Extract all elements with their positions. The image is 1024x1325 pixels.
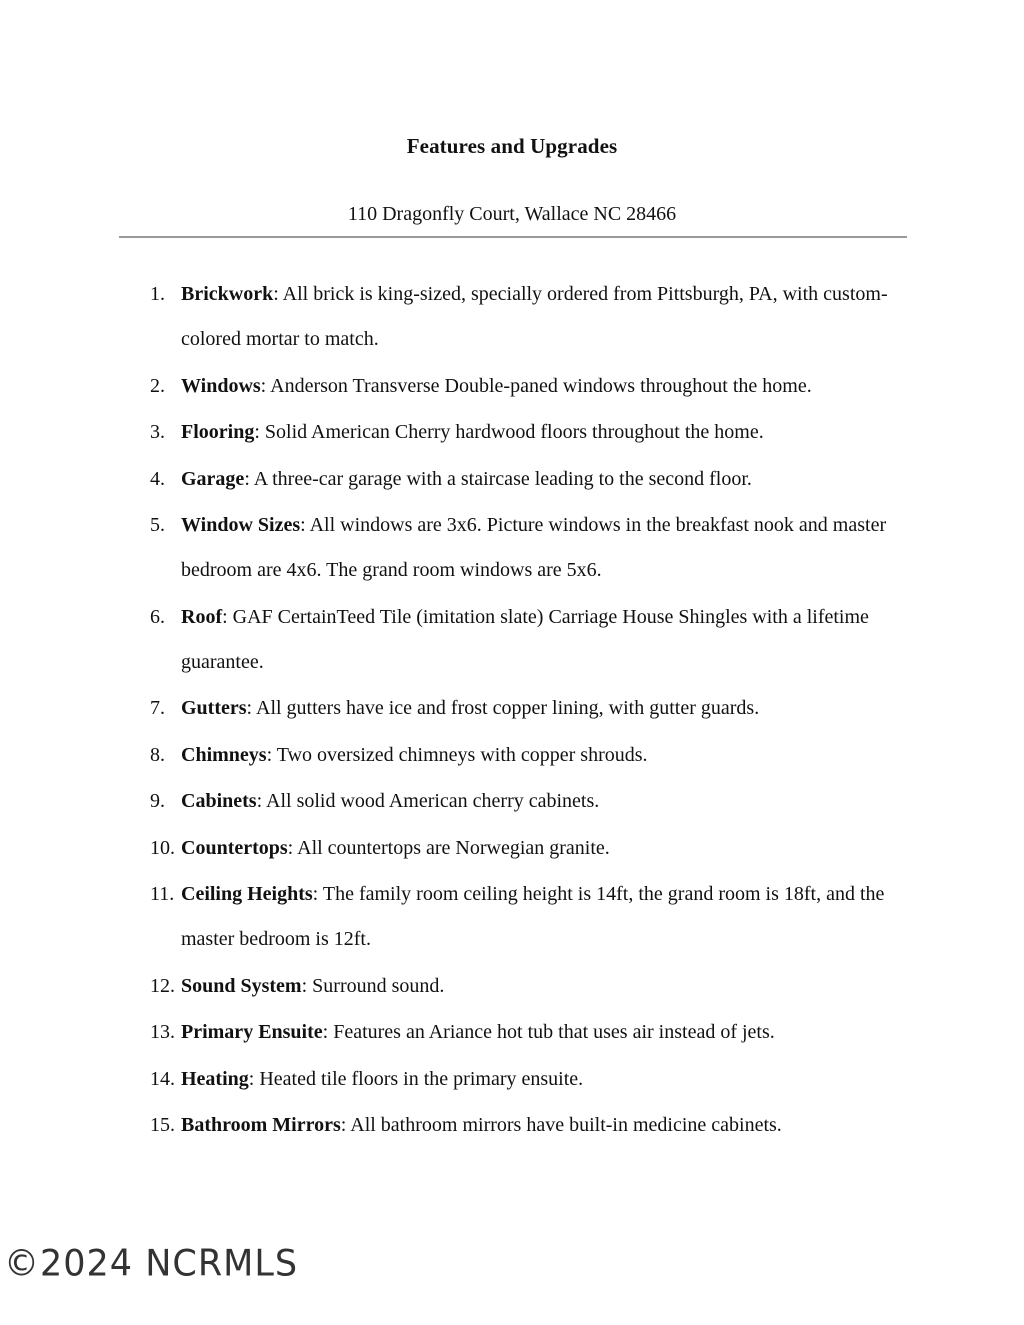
feature-text: : All solid wood American cherry cabinets. <box>256 790 600 812</box>
feature-item <box>150 826 910 871</box>
feature-label: Primary Ensuite <box>181 1021 323 1043</box>
feature-text: : A three-car garage with a staircase leading to the second floor. <box>244 467 752 490</box>
feature-label: Chimneys <box>181 743 267 766</box>
title-divider <box>119 236 907 238</box>
feature-number: 9. <box>150 790 165 812</box>
feature-label: Sound System <box>181 974 302 997</box>
feature-item <box>150 457 910 502</box>
feature-item <box>150 595 910 685</box>
feature-text: : All windows are 3x6. Picture windows in the breakfast nook and master bedroom are 4x6. The grand room windows are 5x6. <box>181 514 887 581</box>
feature-number: 3. <box>150 421 165 443</box>
feature-text: : All bathroom mirrors have built-in medicine cabinets. <box>340 1114 782 1136</box>
feature-body <box>181 503 910 593</box>
feature-body <box>181 826 910 871</box>
feature-number: 13. <box>150 1021 175 1043</box>
feature-body <box>181 733 910 778</box>
feature-text: : Features an Ariance hot tub that uses air instead of jets. <box>322 1021 775 1043</box>
feature-label: Cabinets <box>181 790 257 812</box>
feature-number: 6. <box>150 605 165 628</box>
feature-item <box>150 364 910 409</box>
feature-item <box>150 503 910 593</box>
features-list <box>150 272 910 1150</box>
feature-label: Roof <box>181 605 223 628</box>
feature-item <box>150 779 910 824</box>
feature-body <box>181 964 910 1009</box>
feature-body <box>181 457 910 502</box>
feature-number: 11. <box>150 883 175 905</box>
feature-item <box>150 410 910 455</box>
feature-text: : All countertops are Norwegian granite. <box>287 836 610 859</box>
feature-text: : Solid American Cherry hardwood floors throughout the home. <box>254 421 764 443</box>
feature-text: : All gutters have ice and frost copper lining, with gutter guards. <box>246 697 760 719</box>
feature-body <box>181 686 910 731</box>
feature-label: Countertops <box>181 836 288 859</box>
feature-body <box>181 410 910 455</box>
feature-item <box>150 872 910 962</box>
feature-number: 2. <box>150 374 165 397</box>
feature-label: Window Sizes <box>181 514 301 536</box>
feature-label: Bathroom Mirrors <box>181 1114 341 1136</box>
feature-body <box>181 272 910 362</box>
feature-body <box>181 779 910 824</box>
feature-number: 4. <box>150 467 165 490</box>
feature-number: 1. <box>150 283 165 305</box>
feature-number: 7. <box>150 697 165 719</box>
feature-item <box>150 733 910 778</box>
feature-text: : GAF CertainTeed Tile (imitation slate) Carriage House Shingles with a lifetime guarantee. <box>181 605 869 673</box>
copyright-watermark: ©2024 NCRMLS <box>4 1243 299 1285</box>
feature-number: 8. <box>150 743 165 766</box>
feature-label: Brickwork <box>181 283 274 305</box>
feature-body <box>181 595 910 685</box>
feature-item <box>150 964 910 1009</box>
feature-label: Garage <box>181 467 245 490</box>
feature-text: : All brick is king-sized, specially ordered from Pittsburgh, PA, with custom-colored mortar to match. <box>181 283 888 350</box>
feature-text: : Two oversized chimneys with copper shrouds. <box>266 743 648 766</box>
feature-item <box>150 686 910 731</box>
feature-text: : Anderson Transverse Double-paned windows throughout the home. <box>260 374 812 397</box>
feature-body <box>181 1057 910 1102</box>
feature-text: : The family room ceiling height is 14ft, the grand room is 18ft, and the master bedroom is 12ft. <box>181 883 885 950</box>
property-address: 110 Dragonfly Court, Wallace NC 28466 <box>347 203 677 225</box>
feature-text: : Heated tile floors in the primary ensuite. <box>248 1067 584 1090</box>
feature-label: Windows <box>181 374 261 397</box>
feature-body <box>181 872 910 962</box>
feature-item <box>150 1057 910 1102</box>
feature-body <box>181 364 910 409</box>
feature-item <box>150 272 910 362</box>
feature-label: Ceiling Heights <box>181 883 313 905</box>
feature-label: Flooring <box>181 421 255 443</box>
feature-label: Gutters <box>181 697 247 719</box>
feature-number: 5. <box>150 514 165 536</box>
feature-body <box>181 1103 910 1148</box>
feature-text: : Surround sound. <box>301 974 445 997</box>
feature-number: 15. <box>150 1114 175 1136</box>
feature-item <box>150 1010 910 1055</box>
feature-number: 12. <box>150 974 175 997</box>
feature-item <box>150 1103 910 1148</box>
feature-number: 10. <box>150 836 175 859</box>
document-title: Features and Upgrades <box>406 134 618 158</box>
feature-label: Heating <box>181 1067 249 1090</box>
feature-number: 14. <box>150 1067 175 1090</box>
feature-body <box>181 1010 910 1055</box>
